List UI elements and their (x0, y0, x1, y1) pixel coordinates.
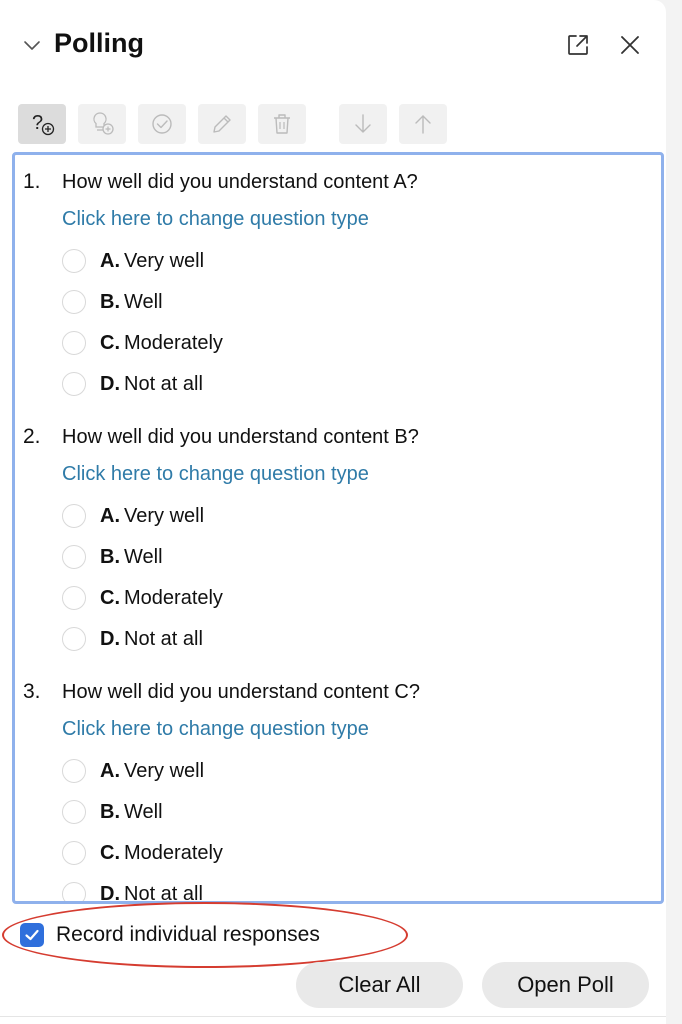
question-number: 1. (23, 170, 41, 193)
radio-button[interactable] (62, 627, 86, 651)
option-letter: C. (100, 586, 120, 609)
answer-option[interactable] (62, 624, 203, 654)
answer-option[interactable] (62, 287, 163, 317)
add-idea-button[interactable] (78, 104, 126, 144)
add-question-icon (27, 109, 57, 139)
trash-icon (269, 111, 295, 137)
record-responses-label[interactable]: Record individual responses (56, 923, 320, 946)
close-icon[interactable] (618, 33, 642, 57)
poll-question-editor[interactable] (12, 152, 664, 904)
option-text[interactable]: Not at all (124, 627, 203, 650)
question-text[interactable]: How well did you understand content C? (62, 681, 420, 703)
svg-text:?: ? (32, 112, 44, 134)
radio-button[interactable] (62, 331, 86, 355)
answer-option[interactable] (62, 369, 203, 399)
option-text[interactable]: Moderately (124, 331, 223, 354)
option-letter: A. (100, 249, 120, 272)
option-letter: A. (100, 504, 120, 527)
radio-button[interactable] (62, 290, 86, 314)
option-text[interactable]: Very well (124, 759, 205, 782)
option-text[interactable]: Not at all (124, 372, 203, 395)
option-letter: D. (100, 372, 120, 395)
option-letter: D. (100, 882, 120, 904)
mark-correct-button[interactable] (138, 104, 186, 144)
answer-option[interactable] (62, 501, 204, 531)
question-number: 3. (23, 680, 41, 703)
radio-button[interactable] (62, 249, 86, 273)
option-text[interactable]: Very well (124, 504, 205, 527)
question-text[interactable]: How well did you understand content B? (62, 426, 419, 448)
radio-button[interactable] (62, 372, 86, 396)
option-text[interactable]: Not at all (124, 882, 203, 904)
record-responses-checkbox[interactable] (20, 923, 44, 947)
answer-option[interactable] (62, 879, 203, 904)
answer-option[interactable] (62, 246, 204, 276)
divider (0, 1016, 666, 1017)
checkmark-icon (23, 926, 41, 944)
answer-option[interactable] (62, 583, 223, 613)
change-question-type-link[interactable]: Click here to change question type (62, 208, 369, 230)
delete-button[interactable] (258, 104, 306, 144)
option-text[interactable]: Very well (124, 249, 205, 272)
option-letter: D. (100, 627, 120, 650)
move-down-button[interactable] (339, 104, 387, 144)
radio-button[interactable] (62, 800, 86, 824)
radio-button[interactable] (62, 586, 86, 610)
radio-button[interactable] (62, 882, 86, 904)
option-text[interactable]: Well (124, 290, 163, 313)
chevron-down-icon[interactable] (22, 36, 42, 56)
pencil-icon (209, 111, 235, 137)
answer-option[interactable] (62, 797, 163, 827)
option-letter: C. (100, 841, 120, 864)
move-up-button[interactable] (399, 104, 447, 144)
answer-option[interactable] (62, 328, 223, 358)
radio-button[interactable] (62, 759, 86, 783)
radio-button[interactable] (62, 504, 86, 528)
answer-option[interactable] (62, 756, 204, 786)
radio-button[interactable] (62, 841, 86, 865)
option-letter: A. (100, 759, 120, 782)
pop-out-icon[interactable] (566, 33, 590, 57)
add-question-button[interactable] (18, 104, 66, 144)
question-number: 2. (23, 425, 41, 448)
lightbulb-add-icon (87, 109, 117, 139)
panel-title: Polling (54, 28, 144, 58)
panel-header (0, 0, 666, 90)
option-text[interactable]: Moderately (124, 841, 223, 864)
edit-button[interactable] (198, 104, 246, 144)
option-letter: B. (100, 800, 120, 823)
answer-option[interactable] (62, 542, 163, 572)
open-poll-button[interactable]: Open Poll (482, 962, 649, 1008)
check-circle-icon (149, 111, 175, 137)
option-letter: B. (100, 290, 120, 313)
arrow-down-icon (350, 111, 376, 137)
option-letter: B. (100, 545, 120, 568)
clear-all-button[interactable]: Clear All (296, 962, 463, 1008)
radio-button[interactable] (62, 545, 86, 569)
record-responses-row[interactable] (20, 923, 320, 947)
option-text[interactable]: Well (124, 545, 163, 568)
change-question-type-link[interactable]: Click here to change question type (62, 718, 369, 740)
option-text[interactable]: Moderately (124, 586, 223, 609)
answer-option[interactable] (62, 838, 223, 868)
change-question-type-link[interactable]: Click here to change question type (62, 463, 369, 485)
option-text[interactable]: Well (124, 800, 163, 823)
arrow-up-icon (410, 111, 436, 137)
option-letter: C. (100, 331, 120, 354)
question-text[interactable]: How well did you understand content A? (62, 171, 418, 193)
